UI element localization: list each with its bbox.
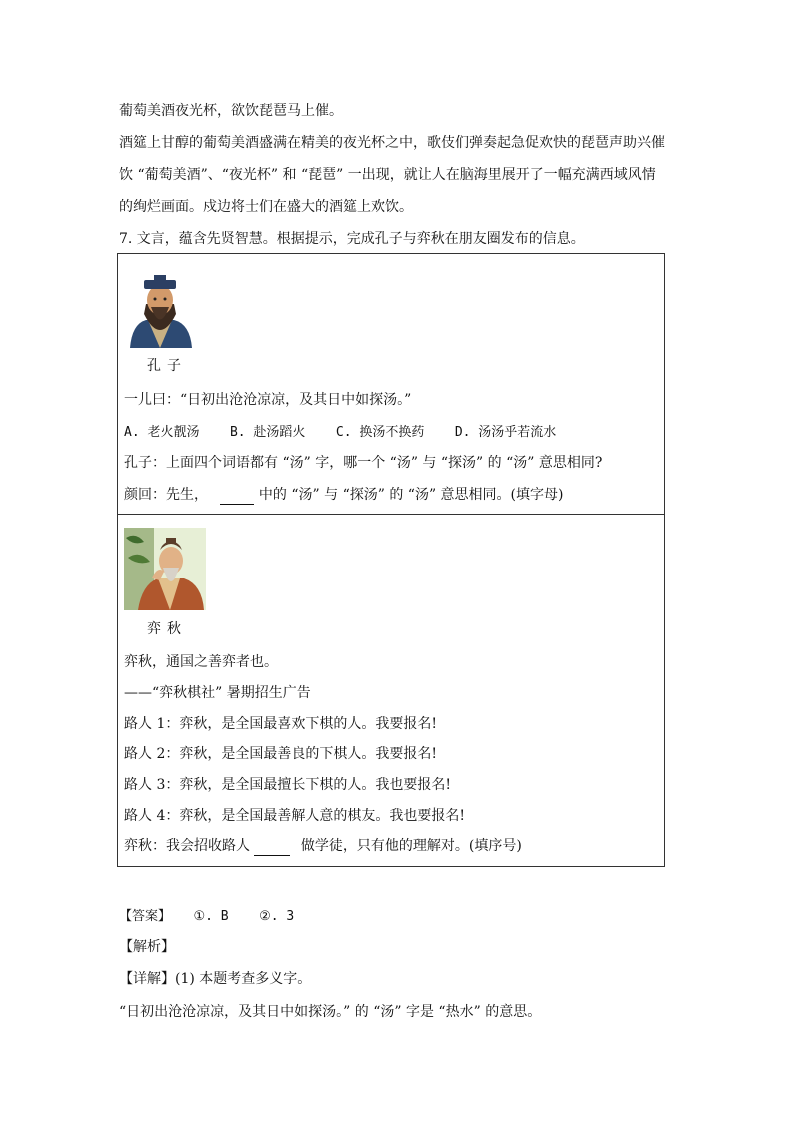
option-c: C. 换汤不换药 <box>335 425 425 440</box>
analysis-label: 【解析】 <box>119 939 175 955</box>
passerby-3: 路人 3：弈秋，是全国最擅长下棋的人。我也要报名! <box>124 777 451 793</box>
confucius-ask: 孔子：上面四个词语都有 “汤” 字，哪一个 “汤” 与 “探汤” 的 “汤” 意思相同? <box>124 455 603 471</box>
option-d: D. 汤汤乎若流水 <box>454 425 557 440</box>
detail-line-2: “日初出沧沧凉凉，及其日中如探汤。” 的 “汤” 字是 “热水” 的意思。 <box>119 1004 542 1020</box>
question-7: 7. 文言，蕴含先贤智慧。根据提示，完成孔子与弈秋在朋友圈发布的信息。 <box>119 231 585 247</box>
yiqiu-quote: 弈秋，通国之善弈者也。 <box>124 654 278 670</box>
answer-1: ①. B <box>193 909 229 924</box>
detail-line-1: 【详解】(1) 本题考查多义字。 <box>119 971 312 987</box>
intro-line-2: 酒筵上甘醇的葡萄美酒盛满在精美的夜光杯之中，歌伎们弹奏起急促欢快的琵琶声助兴催 <box>119 135 665 151</box>
post-confucius <box>117 253 665 515</box>
yiqiu-reply <box>124 836 522 856</box>
confucius-name: 孔子 <box>147 358 187 374</box>
yiqiu-reply-post: 做学徒，只有他的理解对。(填序号) <box>300 838 522 854</box>
post-yiqiu <box>117 514 665 867</box>
option-list <box>124 422 556 443</box>
intro-line-3: 饮 “葡萄美酒”、“夜光杯” 和 “琵琶” 一出现，就让人在脑海里展开了一幅充满西域风情 <box>119 167 656 183</box>
yiqiu-portrait <box>124 528 206 614</box>
yiqiu-name: 弈秋 <box>147 621 187 637</box>
confucius-quote: 一儿曰：“日初出沧沧凉凉，及其日中如探汤。” <box>124 392 412 408</box>
answer-label: 【答案】 <box>119 909 172 924</box>
yiqiu-ad: ——“弈秋棋社” 暑期招生广告 <box>124 685 311 701</box>
yanhui-reply-post: 中的 “汤” 与 “探汤” 的 “汤” 意思相同。(填字母) <box>258 487 564 503</box>
intro-line-1: 葡萄美酒夜光杯，欲饮琵琶马上催。 <box>119 103 343 119</box>
passerby-1: 路人 1：弈秋，是全国最喜欢下棋的人。我要报名! <box>124 716 437 732</box>
passerby-4: 路人 4：弈秋，是全国最善解人意的棋友。我也要报名! <box>124 808 465 824</box>
yanhui-reply <box>124 485 563 505</box>
answer-line <box>119 906 294 927</box>
passerby-2: 路人 2：弈秋，是全国最善良的下棋人。我要报名! <box>124 746 437 762</box>
option-b: B. 赴汤蹈火 <box>229 425 306 440</box>
confucius-portrait <box>124 274 196 352</box>
yiqiu-reply-pre: 弈秋：我会招收路人 <box>124 838 250 854</box>
yanhui-reply-pre: 颜回：先生， <box>124 487 208 503</box>
intro-line-4: 的绚烂画面。戍边将士们在盛大的酒筵上欢饮。 <box>119 199 413 215</box>
option-a: A. 老火靓汤 <box>124 425 200 440</box>
answer-2: ②. 3 <box>259 909 295 924</box>
answer-blank-2 <box>254 839 290 856</box>
answer-blank-1 <box>220 488 254 505</box>
